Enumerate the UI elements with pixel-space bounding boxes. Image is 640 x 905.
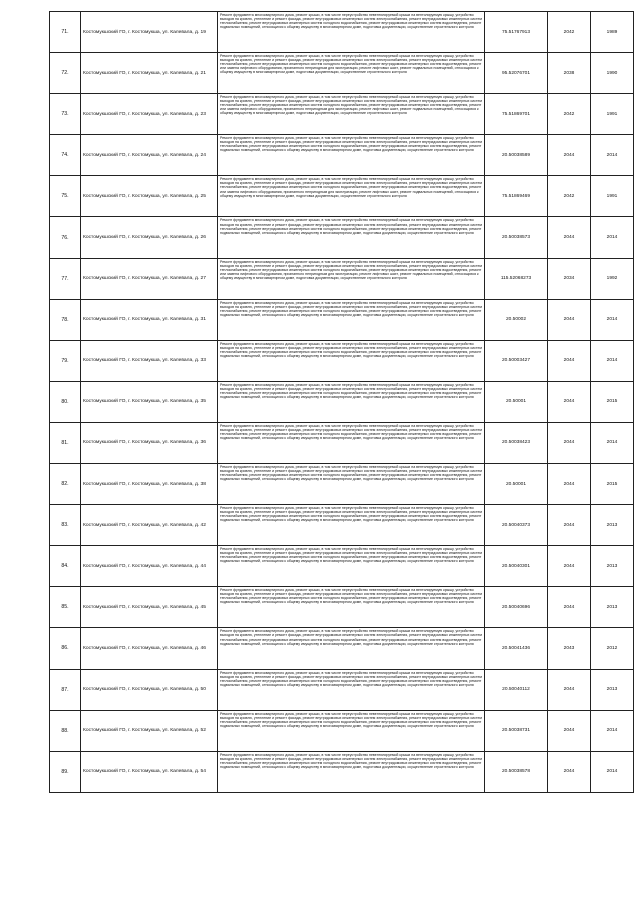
row-number: 72.	[50, 53, 81, 94]
row-year-planned: 2044	[548, 422, 591, 463]
row-year-planned: 2044	[548, 751, 591, 792]
row-year-built: 2014	[591, 217, 634, 258]
row-year-built: 2015	[591, 464, 634, 505]
row-area-value: 115.52068273	[485, 258, 548, 299]
row-area-value: 20.50038573	[485, 217, 548, 258]
table-row	[50, 53, 634, 94]
row-number: 83.	[50, 505, 81, 546]
row-year-built: 1989	[591, 12, 634, 53]
row-area-value: 20.50002	[485, 299, 548, 340]
row-address: Костомукшский ГО, г. Костомукша, ул. Калевала, д. 38	[81, 464, 218, 505]
table-row	[50, 12, 634, 53]
row-works-list: Ремонт фундамента многоквартирного дома, ремонт крыши, в том числе переустройство невентилируемой крыши на вентилируемую крышу, устройство выходов на кровлю, утепление и ремонт фасада, ремонт внутридомовых инженерных систем электроснабжения, ремонт внутридомовых инженерных систем теплоснабжения, ремонт внутридомовых инженерных систем холодного водоснабжения, ремонт внутридомовых инженерных систем водоотведения, ремонт или замена лифтового оборудования, признанного непригодным для эксплуатации, ремонт лифтовых шахт, ремонт подвальных помещений, относящихся к общему имуществу в многоквартирном доме, подготовка документации, осуществление строительного контроля	[218, 176, 485, 217]
row-works-list: Ремонт фундамента многоквартирного дома, ремонт крыши, в том числе переустройство невентилируемой крыши на вентилируемую крышу, устройство выходов на кровлю, утепление и ремонт фасада, ремонт внутридомовых инженерных систем электроснабжения, ремонт внутридомовых инженерных систем теплоснабжения, ремонт внутридомовых инженерных систем холодного водоснабжения, ремонт внутридомовых инженерных систем водоотведения, ремонт подвальных помещений, относящихся к общему имуществу в многоквартирном доме, подготовка документации, осуществление строительного контроля	[218, 464, 485, 505]
row-address: Костомукшский ГО, г. Костомукша, ул. Калевала, д. 21	[81, 53, 218, 94]
row-year-planned: 2042	[548, 176, 591, 217]
row-year-built: 1991	[591, 176, 634, 217]
row-area-value: 20.50003427	[485, 340, 548, 381]
table-row	[50, 505, 634, 546]
row-area-value: 20.50040301	[485, 546, 548, 587]
row-address: Костомукшский ГО, г. Костомукша, ул. Калевала, д. 45	[81, 587, 218, 628]
row-year-planned: 2044	[548, 217, 591, 258]
row-works-list: Ремонт фундамента многоквартирного дома, ремонт крыши, в том числе переустройство невентилируемой крыши на вентилируемую крышу, устройство выходов на кровлю, утепление и ремонт фасада, ремонт внутридомовых инженерных систем электроснабжения, ремонт внутридомовых инженерных систем теплоснабжения, ремонт внутридомовых инженерных систем холодного водоснабжения, ремонт внутридомовых инженерных систем водоотведения, ремонт подвальных помещений, относящихся к общему имуществу в многоквартирном доме, подготовка документации, осуществление строительного контроля	[218, 546, 485, 587]
row-works-list: Ремонт фундамента многоквартирного дома, ремонт крыши, в том числе переустройство невентилируемой крыши на вентилируемую крышу, устройство выходов на кровлю, утепление и ремонт фасада, ремонт внутридомовых инженерных систем электроснабжения, ремонт внутридомовых инженерных систем теплоснабжения, ремонт внутридомовых инженерных систем холодного водоснабжения, ремонт внутридомовых инженерных систем водоотведения, ремонт или замена лифтового оборудования, признанного непригодным для эксплуатации, ремонт лифтовых шахт, ремонт подвальных помещений, относящихся к общему имуществу в многоквартирном доме, подготовка документации, осуществление строительного контроля	[218, 53, 485, 94]
row-area-value: 20.50040112	[485, 669, 548, 710]
row-year-planned: 2044	[548, 505, 591, 546]
row-address: Костомукшский ГО, г. Костомукша, ул. Калевала, д. 19	[81, 12, 218, 53]
row-number: 89.	[50, 751, 81, 792]
row-works-list: Ремонт фундамента многоквартирного дома, ремонт крыши, в том числе переустройство невентилируемой крыши на вентилируемую крышу, устройство выходов на кровлю, утепление и ремонт фасада, ремонт внутридомовых инженерных систем электроснабжения, ремонт внутридомовых инженерных систем теплоснабжения, ремонт внутридомовых инженерных систем холодного водоснабжения, ремонт внутридомовых инженерных систем водоотведения, ремонт подвальных помещений, относящихся к общему имуществу в многоквартирном доме, подготовка документации, осуществление строительного контроля	[218, 217, 485, 258]
row-year-planned: 2044	[548, 340, 591, 381]
row-works-list: Ремонт фундамента многоквартирного дома, ремонт крыши, в том числе переустройство невентилируемой крыши на вентилируемую крышу, устройство выходов на кровлю, утепление и ремонт фасада, ремонт внутридомовых инженерных систем электроснабжения, ремонт внутридомовых инженерных систем теплоснабжения, ремонт внутридомовых инженерных систем холодного водоснабжения, ремонт внутридомовых инженерных систем водоотведения, ремонт подвальных помещений, относящихся к общему имуществу в многоквартирном доме, подготовка документации, осуществление строительного контроля	[218, 381, 485, 422]
row-year-planned: 2044	[548, 587, 591, 628]
table-row	[50, 135, 634, 176]
row-address: Костомукшский ГО, г. Костомукша, ул. Калевала, д. 50	[81, 669, 218, 710]
table-row	[50, 587, 634, 628]
row-works-list: Ремонт фундамента многоквартирного дома, ремонт крыши, в том числе переустройство невентилируемой крыши на вентилируемую крышу, устройство выходов на кровлю, утепление и ремонт фасада, ремонт внутридомовых инженерных систем электроснабжения, ремонт внутридомовых инженерных систем теплоснабжения, ремонт внутридомовых инженерных систем холодного водоснабжения, ремонт внутридомовых инженерных систем водоотведения, ремонт подвальных помещений, относящихся к общему имуществу в многоквартирном доме, подготовка документации, осуществление строительного контроля	[218, 135, 485, 176]
row-year-built: 1992	[591, 258, 634, 299]
row-number: 73.	[50, 94, 81, 135]
row-year-built: 2015	[591, 381, 634, 422]
row-address: Костомукшский ГО, г. Костомукша, ул. Калевала, д. 23	[81, 94, 218, 135]
row-address: Костомукшский ГО, г. Костомукша, ул. Калевала, д. 31	[81, 299, 218, 340]
row-area-value: 20.50038578	[485, 751, 548, 792]
row-works-list: Ремонт фундамента многоквартирного дома, ремонт крыши, в том числе переустройство невентилируемой крыши на вентилируемую крышу, устройство выходов на кровлю, утепление и ремонт фасада, ремонт внутридомовых инженерных систем электроснабжения, ремонт внутридомовых инженерных систем теплоснабжения, ремонт внутридомовых инженерных систем холодного водоснабжения, ремонт внутридомовых инженерных систем водоотведения, ремонт подвальных помещений, относящихся к общему имуществу в многоквартирном доме, подготовка документации, осуществление строительного контроля	[218, 587, 485, 628]
document-page	[49, 11, 619, 793]
row-number: 76.	[50, 217, 81, 258]
table-row	[50, 628, 634, 669]
table-row	[50, 464, 634, 505]
row-address: Костомукшский ГО, г. Костомукша, ул. Калевала, д. 46	[81, 628, 218, 669]
row-year-built: 2013	[591, 546, 634, 587]
row-address: Костомукшский ГО, г. Костомукша, ул. Калевала, д. 44	[81, 546, 218, 587]
row-number: 74.	[50, 135, 81, 176]
row-year-planned: 2044	[548, 669, 591, 710]
row-year-built: 2014	[591, 751, 634, 792]
row-works-list: Ремонт фундамента многоквартирного дома, ремонт крыши, в том числе переустройство невентилируемой крыши на вентилируемую крышу, устройство выходов на кровлю, утепление и ремонт фасада, ремонт внутридомовых инженерных систем электроснабжения, ремонт внутридомовых инженерных систем теплоснабжения, ремонт внутридомовых инженерных систем холодного водоснабжения, ремонт внутридомовых инженерных систем водоотведения, ремонт подвальных помещений, относящихся к общему имуществу в многоквартирном доме, подготовка документации, осуществление строительного контроля	[218, 340, 485, 381]
row-year-planned: 2043	[548, 628, 591, 669]
row-area-value: 95.52076701	[485, 53, 548, 94]
row-works-list: Ремонт фундамента многоквартирного дома, ремонт крыши, в том числе переустройство невентилируемой крыши на вентилируемую крышу, устройство выходов на кровлю, утепление и ремонт фасада, ремонт внутридомовых инженерных систем электроснабжения, ремонт внутридомовых инженерных систем теплоснабжения, ремонт внутридомовых инженерных систем холодного водоснабжения, ремонт внутридомовых инженерных систем водоотведения, ремонт подвальных помещений, относящихся к общему имуществу в многоквартирном доме, подготовка документации, осуществление строительного контроля	[218, 669, 485, 710]
row-year-planned: 2044	[548, 464, 591, 505]
row-area-value: 20.50040696	[485, 587, 548, 628]
table-row	[50, 381, 634, 422]
row-area-value: 75.51869469	[485, 176, 548, 217]
row-number: 84.	[50, 546, 81, 587]
table-row	[50, 669, 634, 710]
row-area-value: 20.50040373	[485, 505, 548, 546]
row-address: Костомукшский ГО, г. Костомукша, ул. Калевала, д. 25	[81, 176, 218, 217]
row-number: 71.	[50, 12, 81, 53]
row-number: 86.	[50, 628, 81, 669]
row-address: Костомукшский ГО, г. Костомукша, ул. Калевала, д. 26	[81, 217, 218, 258]
row-area-value: 20.50001	[485, 464, 548, 505]
row-area-value: 20.50001	[485, 381, 548, 422]
table-row	[50, 422, 634, 463]
row-year-built: 1990	[591, 53, 634, 94]
row-address: Костомукшский ГО, г. Костомукша, ул. Калевала, д. 42	[81, 505, 218, 546]
row-area-value: 20.50038731	[485, 710, 548, 751]
row-year-planned: 2042	[548, 94, 591, 135]
row-address: Костомукшский ГО, г. Костомукша, ул. Калевала, д. 54	[81, 751, 218, 792]
row-works-list: Ремонт фундамента многоквартирного дома, ремонт крыши, в том числе переустройство невентилируемой крыши на вентилируемую крышу, устройство выходов на кровлю, утепление и ремонт фасада, ремонт внутридомовых инженерных систем электроснабжения, ремонт внутридомовых инженерных систем теплоснабжения, ремонт внутридомовых инженерных систем холодного водоснабжения, ремонт внутридомовых инженерных систем водоотведения, ремонт подвальных помещений, относящихся к общему имуществу в многоквартирном доме, подготовка документации, осуществление строительного контроля	[218, 12, 485, 53]
table-row	[50, 340, 634, 381]
row-year-planned: 2044	[548, 299, 591, 340]
row-year-built: 2014	[591, 710, 634, 751]
row-year-planned: 2038	[548, 53, 591, 94]
row-number: 79.	[50, 340, 81, 381]
table-row	[50, 299, 634, 340]
row-number: 80.	[50, 381, 81, 422]
row-works-list: Ремонт фундамента многоквартирного дома, ремонт крыши, в том числе переустройство невентилируемой крыши на вентилируемую крышу, устройство выходов на кровлю, утепление и ремонт фасада, ремонт внутридомовых инженерных систем электроснабжения, ремонт внутридомовых инженерных систем теплоснабжения, ремонт внутридомовых инженерных систем холодного водоснабжения, ремонт внутридомовых инженерных систем водоотведения, ремонт подвальных помещений, относящихся к общему имуществу в многоквартирном доме, подготовка документации, осуществление строительного контроля	[218, 710, 485, 751]
row-address: Костомукшский ГО, г. Костомукша, ул. Калевала, д. 27	[81, 258, 218, 299]
row-number: 75.	[50, 176, 81, 217]
row-works-list: Ремонт фундамента многоквартирного дома, ремонт крыши, в том числе переустройство невентилируемой крыши на вентилируемую крышу, устройство выходов на кровлю, утепление и ремонт фасада, ремонт внутридомовых инженерных систем электроснабжения, ремонт внутридомовых инженерных систем теплоснабжения, ремонт внутридомовых инженерных систем холодного водоснабжения, ремонт внутридомовых инженерных систем водоотведения, ремонт подвальных помещений, относящихся к общему имуществу в многоквартирном доме, подготовка документации, осуществление строительного контроля	[218, 505, 485, 546]
row-year-built: 2013	[591, 587, 634, 628]
row-year-planned: 2034	[548, 258, 591, 299]
row-works-list: Ремонт фундамента многоквартирного дома, ремонт крыши, в том числе переустройство невентилируемой крыши на вентилируемую крышу, устройство выходов на кровлю, утепление и ремонт фасада, ремонт внутридомовых инженерных систем электроснабжения, ремонт внутридомовых инженерных систем теплоснабжения, ремонт внутридомовых инженерных систем холодного водоснабжения, ремонт внутридомовых инженерных систем водоотведения, ремонт подвальных помещений, относящихся к общему имуществу в многоквартирном доме, подготовка документации, осуществление строительного контроля	[218, 299, 485, 340]
row-year-built: 2014	[591, 340, 634, 381]
row-works-list: Ремонт фундамента многоквартирного дома, ремонт крыши, в том числе переустройство невентилируемой крыши на вентилируемую крышу, устройство выходов на кровлю, утепление и ремонт фасада, ремонт внутридомовых инженерных систем электроснабжения, ремонт внутридомовых инженерных систем теплоснабжения, ремонт внутридомовых инженерных систем холодного водоснабжения, ремонт внутридомовых инженерных систем водоотведения, ремонт подвальных помещений, относящихся к общему имуществу в многоквартирном доме, подготовка документации, осуществление строительного контроля	[218, 422, 485, 463]
row-number: 82.	[50, 464, 81, 505]
row-works-list: Ремонт фундамента многоквартирного дома, ремонт крыши, в том числе переустройство невентилируемой крыши на вентилируемую крышу, устройство выходов на кровлю, утепление и ремонт фасада, ремонт внутридомовых инженерных систем электроснабжения, ремонт внутридомовых инженерных систем теплоснабжения, ремонт внутридомовых инженерных систем холодного водоснабжения, ремонт внутридомовых инженерных систем водоотведения, ремонт подвальных помещений, относящихся к общему имуществу в многоквартирном доме, подготовка документации, осуществление строительного контроля	[218, 628, 485, 669]
table-row	[50, 751, 634, 792]
row-number: 77.	[50, 258, 81, 299]
row-area-value: 75.51767913	[485, 12, 548, 53]
table-row	[50, 710, 634, 751]
row-year-planned: 2044	[548, 381, 591, 422]
row-works-list: Ремонт фундамента многоквартирного дома, ремонт крыши, в том числе переустройство невентилируемой крыши на вентилируемую крышу, устройство выходов на кровлю, утепление и ремонт фасада, ремонт внутридомовых инженерных систем электроснабжения, ремонт внутридомовых инженерных систем теплоснабжения, ремонт внутридомовых инженерных систем холодного водоснабжения, ремонт внутридомовых инженерных систем водоотведения, ремонт или замена лифтового оборудования, признанного непригодным для эксплуатации, ремонт лифтовых шахт, ремонт подвальных помещений, относящихся к общему имуществу в многоквартирном доме, подготовка документации, осуществление строительного контроля	[218, 94, 485, 135]
table-row	[50, 217, 634, 258]
row-year-planned: 2042	[548, 12, 591, 53]
row-year-planned: 2044	[548, 546, 591, 587]
row-area-value: 75.51869701	[485, 94, 548, 135]
row-year-built: 1991	[591, 94, 634, 135]
table-row	[50, 546, 634, 587]
repair-program-table	[49, 11, 634, 793]
row-address: Костомукшский ГО, г. Костомукша, ул. Калевала, д. 35	[81, 381, 218, 422]
row-year-built: 2014	[591, 135, 634, 176]
row-year-built: 2014	[591, 422, 634, 463]
row-year-built: 2014	[591, 299, 634, 340]
row-area-value: 20.50038423	[485, 422, 548, 463]
row-works-list: Ремонт фундамента многоквартирного дома, ремонт крыши, в том числе переустройство невентилируемой крыши на вентилируемую крышу, устройство выходов на кровлю, утепление и ремонт фасада, ремонт внутридомовых инженерных систем электроснабжения, ремонт внутридомовых инженерных систем теплоснабжения, ремонт внутридомовых инженерных систем холодного водоснабжения, ремонт внутридомовых инженерных систем водоотведения, ремонт подвальных помещений, относящихся к общему имуществу в многоквартирном доме, подготовка документации, осуществление строительного контроля	[218, 751, 485, 792]
row-works-list: Ремонт фундамента многоквартирного дома, ремонт крыши, в том числе переустройство невентилируемой крыши на вентилируемую крышу, устройство выходов на кровлю, утепление и ремонт фасада, ремонт внутридомовых инженерных систем электроснабжения, ремонт внутридомовых инженерных систем теплоснабжения, ремонт внутридомовых инженерных систем холодного водоснабжения, ремонт внутридомовых инженерных систем водоотведения, ремонт или замена лифтового оборудования, признанного непригодным для эксплуатации, ремонт лифтовых шахт, ремонт подвальных помещений, относящихся к общему имуществу в многоквартирном доме, подготовка документации, осуществление строительного контроля	[218, 258, 485, 299]
row-year-built: 2013	[591, 505, 634, 546]
row-year-planned: 2044	[548, 710, 591, 751]
row-number: 88.	[50, 710, 81, 751]
row-year-built: 2012	[591, 628, 634, 669]
row-address: Костомукшский ГО, г. Костомукша, ул. Калевала, д. 36	[81, 422, 218, 463]
row-number: 81.	[50, 422, 81, 463]
table-row	[50, 176, 634, 217]
row-number: 78.	[50, 299, 81, 340]
row-area-value: 20.50038589	[485, 135, 548, 176]
row-address: Костомукшский ГО, г. Костомукша, ул. Калевала, д. 24	[81, 135, 218, 176]
row-year-built: 2013	[591, 669, 634, 710]
row-number: 87.	[50, 669, 81, 710]
row-address: Костомукшский ГО, г. Костомукша, ул. Калевала, д. 52	[81, 710, 218, 751]
table-row	[50, 258, 634, 299]
table-body	[50, 12, 634, 793]
table-row	[50, 94, 634, 135]
row-year-planned: 2044	[548, 135, 591, 176]
row-number: 85.	[50, 587, 81, 628]
row-address: Костомукшский ГО, г. Костомукша, ул. Калевала, д. 33	[81, 340, 218, 381]
row-area-value: 20.50041436	[485, 628, 548, 669]
